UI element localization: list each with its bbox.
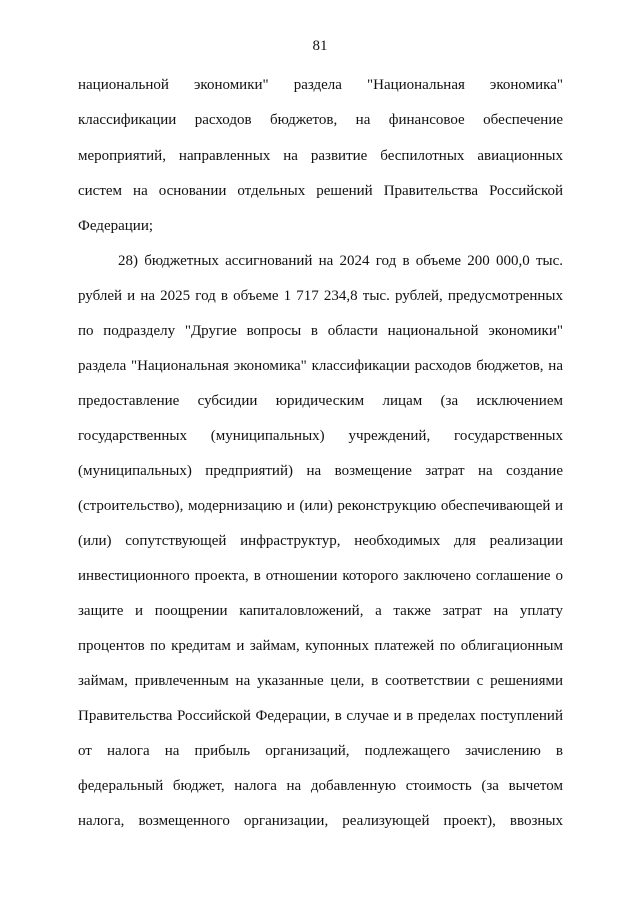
text-line: классификации расходов бюджетов, на финансовое обеспечение	[78, 112, 563, 128]
text-line: государственных (муниципальных) учреждений, государственных	[78, 428, 563, 444]
text-line: по подразделу "Другие вопросы в области национальной экономики"	[78, 323, 563, 339]
text-line: займам, привлеченным на указанные цели, в соответствии с решениями	[78, 673, 563, 689]
text-line: (или) сопутствующей инфраструктур, необходимых для реализации	[78, 533, 563, 549]
text-line: (строительство), модернизацию и (или) реконструкцию обеспечивающей и	[78, 498, 563, 514]
text-line: мероприятий, направленных на развитие беспилотных авиационных	[78, 148, 563, 164]
text-line: Федерации;	[78, 218, 154, 234]
text-line: (муниципальных) предприятий) на возмещение затрат на создание	[78, 463, 563, 479]
text-line: защите и поощрении капиталовложений, а также затрат на уплату	[78, 603, 563, 619]
text-line: систем на основании отдельных решений Правительства Российской	[78, 183, 563, 199]
text-line: от налога на прибыль организаций, подлежащего зачислению в	[78, 743, 563, 759]
page-number: 81	[312, 38, 328, 54]
text-line: предоставление субсидии юридическим лицам (за исключением	[78, 393, 563, 409]
text-line: Правительства Российской Федерации, в случае и в пределах поступлений	[78, 708, 563, 724]
paragraph-28-first-line: 28) бюджетных ассигнований на 2024 год в объеме 200 000,0 тыс.	[118, 253, 563, 269]
text-line: федеральный бюджет, налога на добавленную стоимость (за вычетом	[78, 778, 563, 794]
text-line: процентов по кредитам и займам, купонных платежей по облигационным	[78, 638, 563, 654]
text-line: национальной экономики" раздела "Национальная экономика"	[78, 77, 563, 93]
text-line: инвестиционного проекта, в отношении которого заключено соглашение о	[78, 568, 563, 584]
text-line: налога, возмещенного организации, реализующей проект), ввозных	[78, 813, 563, 829]
text-line: рублей и на 2025 год в объеме 1 717 234,8 тыс. рублей, предусмотренных	[78, 288, 563, 304]
text-line: раздела "Национальная экономика" классификации расходов бюджетов, на	[78, 358, 563, 374]
